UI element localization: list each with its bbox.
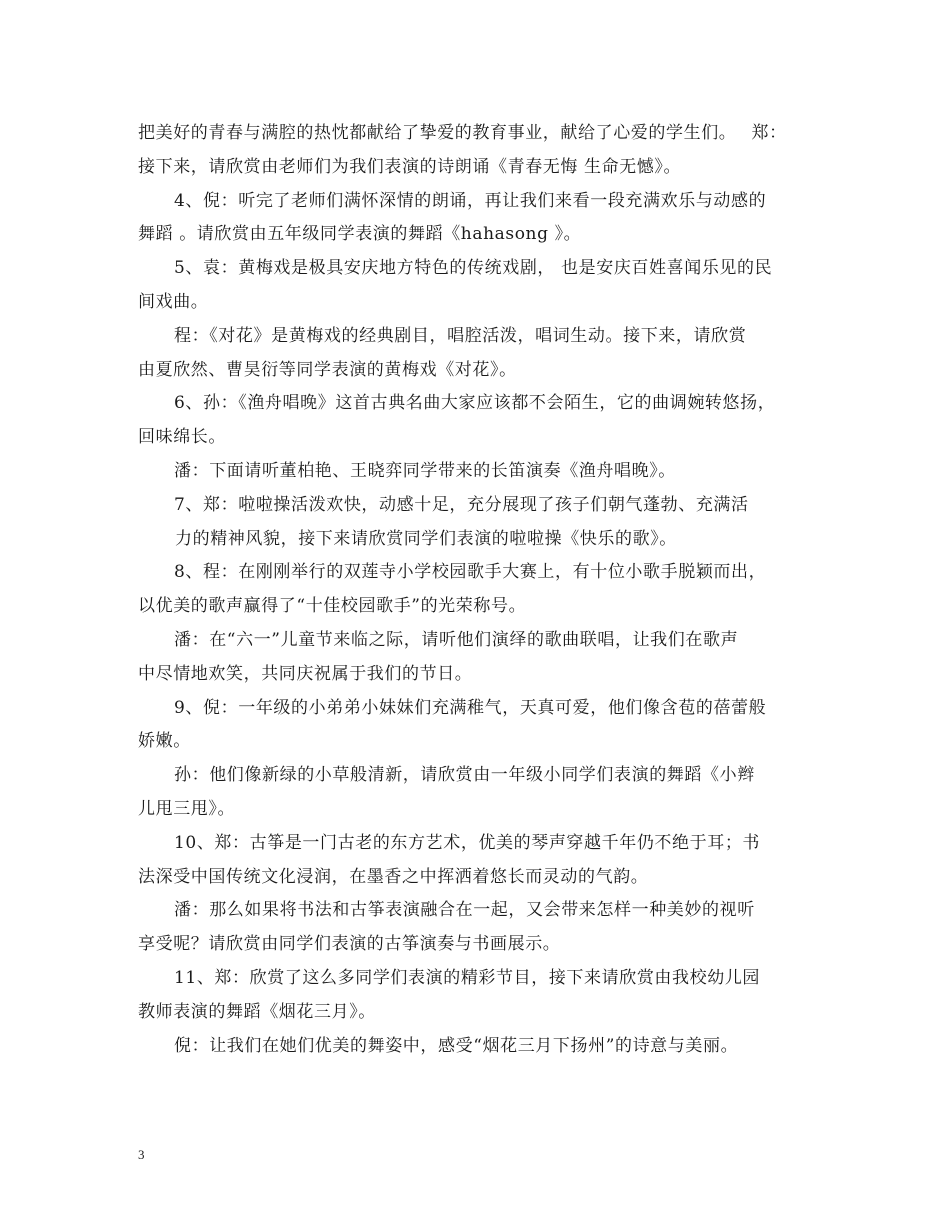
- text-line: 8、程：在刚刚举行的双莲寺小学校园歌手大赛上，有十位小歌手脱颖而出，: [174, 562, 767, 583]
- text-line: 9、倪：一年级的小弟弟小妹妹们充满稚气，天真可爱，他们像含苞的蓓蕾般: [174, 697, 767, 718]
- text-line: 潘：下面请听董柏艳、王晓弈同学带来的长笛演奏《渔舟唱晚》。: [174, 460, 676, 481]
- text-line: 11、郑：欣赏了这么多同学们表演的精彩节目，接下来请欣赏由我校幼儿园: [174, 967, 761, 988]
- document-body: [138, 117, 828, 1063]
- text-line: 享受呢？请欣赏由同学们表演的古筝演奏与书画展示。: [138, 934, 561, 955]
- text-line: 以优美的歌声赢得了“十佳校园歌手”的光荣称号。: [138, 596, 527, 617]
- text-line: 程：《对花》是黄梅戏的经典剧目，唱腔活泼，唱词生动。接下来，请欣赏: [174, 325, 747, 346]
- text-line: 4、倪：听完了老师们满怀深情的朗诵，再让我们来看一段充满欢乐与动感的: [174, 190, 767, 211]
- text-line: 间戏曲。: [138, 291, 209, 312]
- text-line: 娇嫩。: [138, 731, 191, 752]
- text-line: 中尽情地欢笑，共同庆祝属于我们的节日。: [138, 663, 473, 684]
- text-line: 儿甩三甩》。: [138, 798, 236, 819]
- text-line: 法深受中国传统文化浸润，在墨香之中挥洒着悠长而灵动的气韵。: [138, 866, 649, 887]
- text-line: 5、袁：黄梅戏是极具安庆地方特色的传统戏剧， 也是安庆百姓喜闻乐见的民: [174, 258, 773, 279]
- text-line: 潘：那么如果将书法和古筝表演融合在一起，又会带来怎样一种美妙的视听: [174, 900, 755, 921]
- text-line: 由夏欣然、曹昊衍等同学表演的黄梅戏《对花》。: [138, 359, 517, 380]
- text-line: 10、郑：古筝是一门古老的东方艺术，优美的琴声穿越千年仍不绝于耳；书: [174, 832, 761, 853]
- text-line: 教师表演的舞蹈《烟花三月》。: [138, 1001, 376, 1022]
- page-number: 3: [138, 1147, 145, 1162]
- text-line: 7、郑：啦啦操活泼欢快，动感十足，充分展现了孩子们朝气蓬勃、充满活: [174, 494, 749, 515]
- text-line: 回味绵长。: [138, 427, 226, 448]
- text-line: 潘：在“六一”儿童节来临之际，请听他们演绎的歌曲联唱，让我们在歌声: [174, 629, 739, 650]
- text-line: 倪：让我们在她们优美的舞姿中，感受“烟花三月下扬州”的诗意与美丽。: [174, 1035, 739, 1056]
- text-line: 孙：他们像新绿的小草般清新，请欣赏由一年级小同学们表演的舞蹈《小辫: [174, 765, 755, 786]
- text-line: 舞蹈 。请欣赏由五年级同学表演的舞蹈《hahasong 》。: [138, 224, 582, 245]
- text-line: 6、孙：《渔舟唱晚》这首古典名曲大家应该都不会陌生，它的曲调婉转悠扬，: [174, 393, 776, 414]
- text-line: 接下来，请欣赏由老师们为我们表演的诗朗诵《青春无悔 生命无憾》。: [138, 156, 682, 177]
- text-line: 力的精神风貌，接下来请欣赏同学们表演的啦啦操《快乐的歌》。: [175, 528, 677, 549]
- text-line: 把美好的青春与满腔的热忱都献给了挚爱的教育事业，献给了心爱的学生们。 郑：: [138, 123, 787, 143]
